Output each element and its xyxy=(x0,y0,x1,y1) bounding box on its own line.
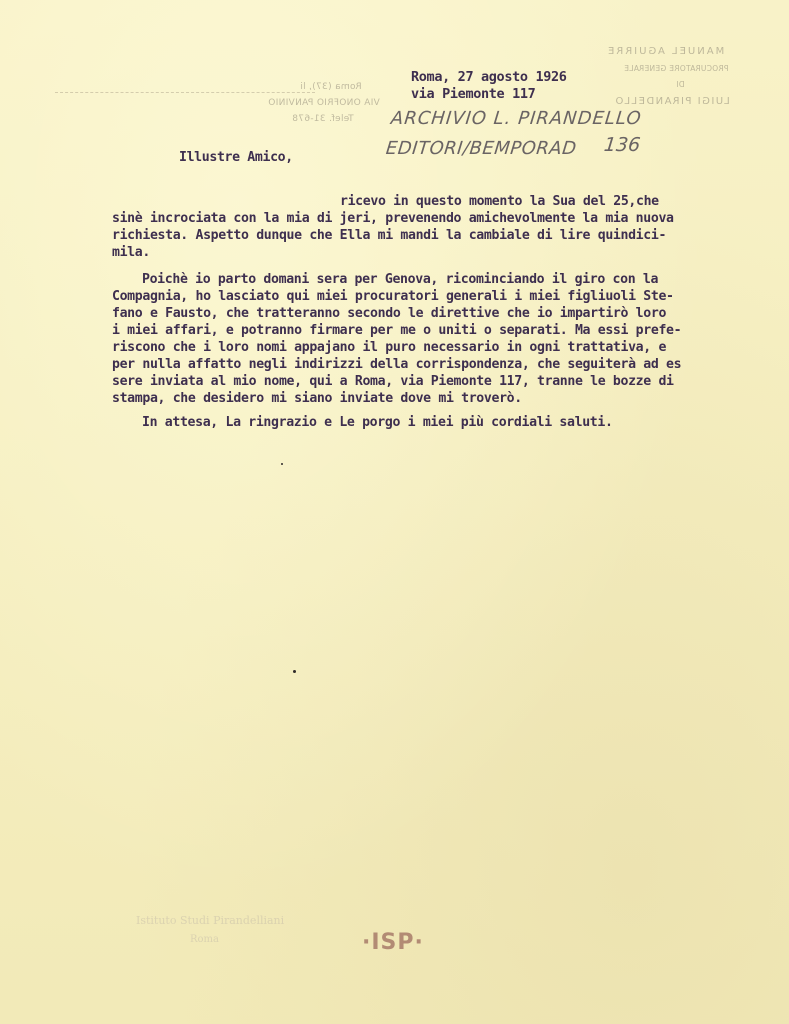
paragraph-line: stampa, che desidero mi siano inviate dove mi troverò. xyxy=(112,391,522,406)
ghost-letterhead-left-line3: Telef. 31-678 xyxy=(292,114,354,124)
ghost-letterhead-left-line2: VIA ONOFRIO PANVINIO xyxy=(268,98,380,108)
ghost-letterhead-right-line2: PROCURATORE GENERALE xyxy=(624,64,729,73)
paragraph-line: Compagnia, ho lasciato qui miei procuratori generali i miei figliuoli Ste- xyxy=(112,289,674,304)
paragraph-line: sere inviata al mio nome, qui a Roma, via Piemonte 117, tranne le bozze di xyxy=(112,374,674,389)
paragraph-line: richiesta. Aspetto dunque che Ella mi mandi la cambiale di lire quindici- xyxy=(112,228,667,243)
paragraph-line: riscono che i loro nomi appajano il puro necessario in ogni trattativa, e xyxy=(112,340,667,355)
ghost-letterhead-left-line1: Roma (37), li xyxy=(300,82,362,92)
paragraph-line: per nulla affatto negli indirizzi della corrispondenza, che seguiterà ad es xyxy=(112,357,682,372)
ghost-letterhead-right-line4: LUIGI PIRANDELLO xyxy=(614,96,730,107)
archive-note-number: 136 xyxy=(602,134,642,156)
place-date: Roma, 27 agosto 1926 xyxy=(411,69,567,85)
salutation: Illustre Amico, xyxy=(179,150,293,165)
paragraph-line: sinè incrociata con la mia di jeri, prevenendo amichevolmente la mia nuova xyxy=(112,211,674,226)
ghost-letterhead-right-line1: MANUEL AGUIRRE xyxy=(606,46,725,57)
paper-speck xyxy=(293,670,296,673)
ghost-letterhead-right-line3: DI xyxy=(676,80,685,89)
sender-address: via Piemonte 117 xyxy=(411,86,536,102)
footer-ghost-line1: Istituto Studi Pirandelliani xyxy=(136,914,285,927)
paragraph-line: Poichè io parto domani sera per Genova, ricominciando il giro con la xyxy=(142,272,659,287)
archive-note-line1: ARCHIVIO L. PIRANDELLO xyxy=(389,108,643,129)
closing-line: In attesa, La ringrazio e Le porgo i miei più cordiali saluti. xyxy=(142,415,613,430)
footer-ghost-line2: Roma xyxy=(190,934,219,945)
paragraph-line: fano e Fausto, che tratteranno secondo le direttive che io impartirò loro xyxy=(112,306,667,321)
isp-logo: ·ISP· xyxy=(362,930,424,955)
paragraph-line: ricevo in questo momento la Sua del 25,che xyxy=(340,194,659,209)
paragraph-line: mila. xyxy=(112,245,150,260)
archive-note-line2: EDITORI/BEMPORAD xyxy=(384,138,578,159)
paragraph-line: i miei affari, e potranno firmare per me o uniti o separati. Ma essi prefe- xyxy=(112,323,682,338)
paper-speck xyxy=(281,463,283,465)
